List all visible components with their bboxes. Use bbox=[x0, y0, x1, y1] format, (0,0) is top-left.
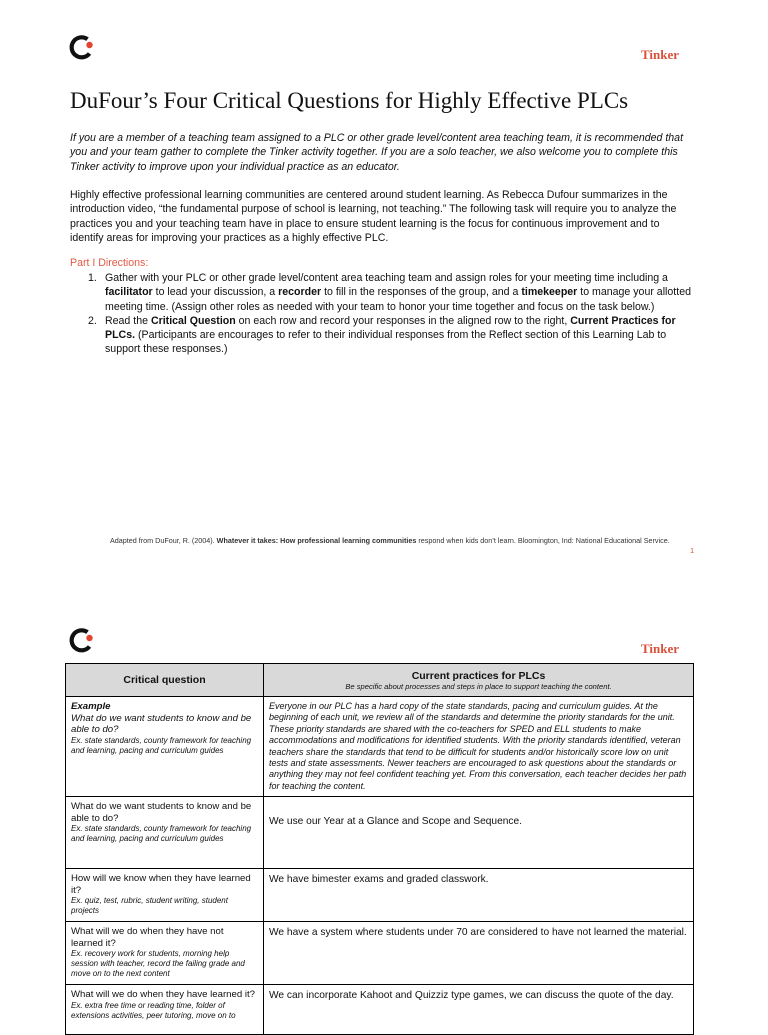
answer-cell[interactable]: We use our Year at a Glance and Scope and Sequence. bbox=[264, 797, 694, 869]
tinker-logo-icon bbox=[68, 627, 94, 653]
table-row bbox=[66, 922, 694, 985]
table-row bbox=[66, 869, 694, 922]
col-header-current-practices: Current practices for PLCs Be specific about processes and steps in place to support teaching the content. bbox=[264, 664, 694, 697]
answer-cell[interactable]: We have a system where students under 70 are considered to have not learned the material. bbox=[264, 922, 694, 985]
brand-name: Tinker bbox=[641, 641, 680, 656]
col-header-critical-question: Critical question bbox=[66, 664, 264, 697]
page-title: DuFour’s Four Critical Questions for Highly Effective PLCs bbox=[70, 88, 629, 113]
table-row-example bbox=[66, 697, 694, 797]
plc-table bbox=[65, 663, 694, 1035]
question-cell: How will we know when they have learned it? Ex. quiz, test, rubric, student writing, student projects bbox=[66, 869, 264, 922]
tinker-logo-icon bbox=[68, 34, 94, 60]
page-number: 1 bbox=[690, 546, 695, 555]
direction-item: 1. Gather with your PLC or other grade level/content area teaching team and assign roles for your meeting time including a facilitator to lead your discussion, a recorder to fill in the responses of the group, and a timekeeper to manage your allotted meeting time. (Assign other roles as needed with your team to honor your time together and focus on the task below.) bbox=[88, 272, 691, 313]
table-row bbox=[66, 797, 694, 869]
directions-list bbox=[70, 271, 698, 357]
answer-cell[interactable]: We can incorporate Kahoot and Quizziz type games, we can discuss the quote of the day. bbox=[264, 985, 694, 1035]
answer-cell: Everyone in our PLC has a hard copy of the state standards, pacing and curriculum guides. At the beginning of each unit, we review all of the standards and determine the priority standards for the unit. These priority standards are shared with the co-teachers for SPED and ELL students to make accommodations and modifications for identified students. With the priority standards identified, veteran teachers share the standards that tend to be difficult for students and/or historically score low on unit tests and state assessments. Newer teachers are encouraged to ask questions about the standards or anything they may not feel confident teaching yet. From this conversation, each teacher decides her path for teaching the content. bbox=[264, 697, 694, 797]
question-cell: Example What do we want students to know and be able to do? Ex. state standards, county framework for teaching and learning, pacing and curriculum guides bbox=[66, 697, 264, 797]
question-cell: What do we want students to know and be able to do? Ex. state standards, county framework for teaching and learning, pacing and curriculum guides bbox=[66, 797, 264, 869]
intro-italic-paragraph: If you are a member of a teaching team assigned to a PLC or other grade level/content area teaching team, it is recommended that you and your team gather to complete the Tinker activity together. If you are a solo teacher, we also welcome you to complete this Tinker activity to improve upon your individual practice as an educator. bbox=[70, 132, 684, 173]
question-cell: What will we do when they have not learned it? Ex. recovery work for students, morning help session with teacher, record the failing grade and move on to the next content bbox=[66, 922, 264, 985]
direction-item: 2. Read the Critical Question on each row and record your responses in the aligned row to the right, Current Practices for PLCs. (Participants are encourages to refer to their individual responses from the Reflect section of this Learning Lab to support these responses.) bbox=[88, 314, 676, 356]
intro-paragraph: Highly effective professional learning communities are centered around student learning. As Rebecca Dufour summarizes in the introduction video, “the fundamental purpose of school is learning, not teaching.” The following task will require you to analyze the practices you and your teaching team have in place to ensure student learning is the focus for continuous improvement and to identify areas for improving your practices as a highly effective PLC. bbox=[70, 189, 677, 244]
brand-name: Tinker bbox=[641, 47, 680, 62]
answer-cell[interactable]: We have bimester exams and graded classwork. bbox=[264, 869, 694, 922]
table-row bbox=[66, 985, 694, 1035]
question-cell: What will we do when they have learned it? Ex. extra free time or reading time, folder of extensions activities, peer tutoring, move on to bbox=[66, 985, 264, 1035]
directions-label: Part I Directions: bbox=[70, 257, 149, 269]
citation: Adapted from DuFour, R. (2004). Whatever it takes: How professional learning communities respond when kids don’t learn. Bloomington, Ind: National Educational Service. bbox=[110, 536, 670, 545]
